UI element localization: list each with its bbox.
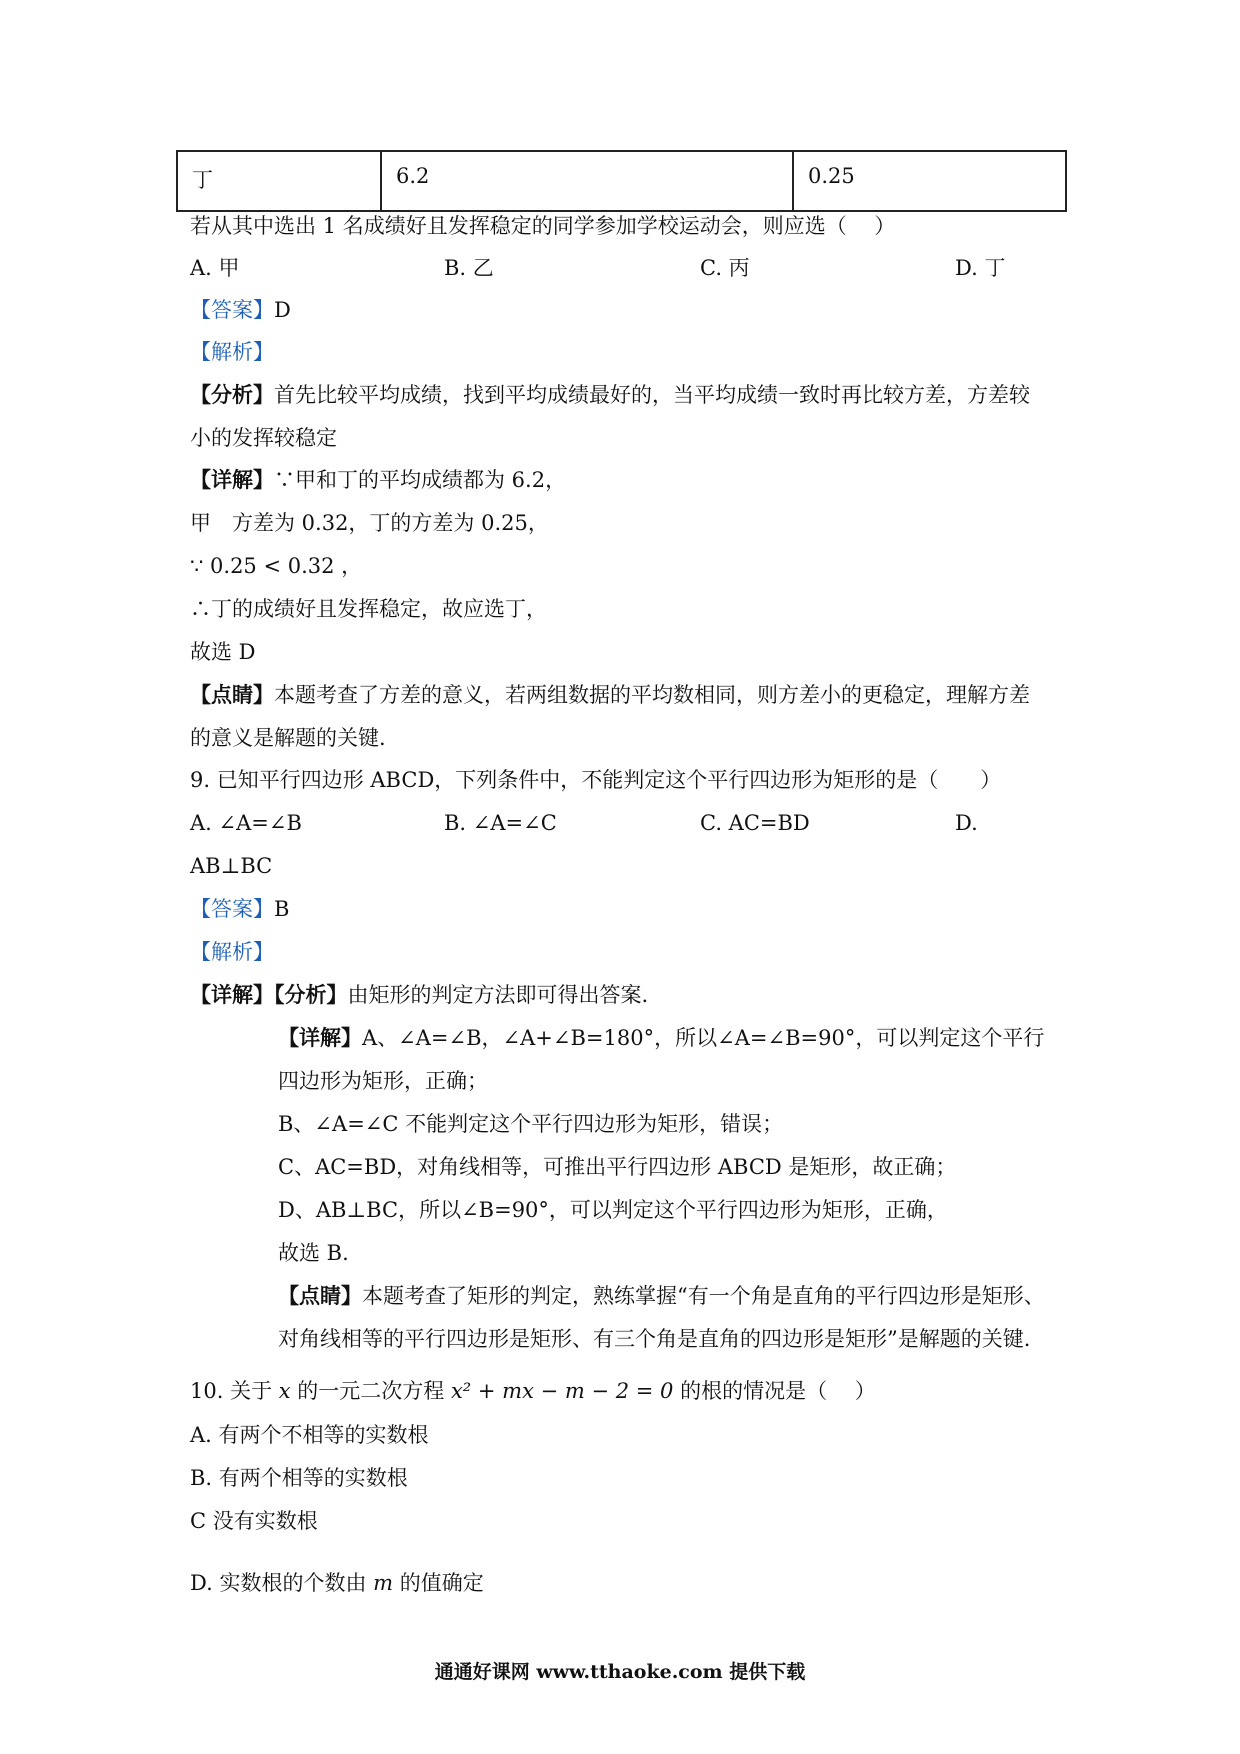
fenxi-tag: 【分析】 bbox=[190, 382, 274, 407]
q8-option-d: D. 丁 bbox=[955, 256, 1006, 280]
q9-option-d-cont: AB⊥BC bbox=[190, 854, 273, 878]
q9-answer-line bbox=[190, 895, 289, 923]
q9-option-d: D. bbox=[955, 811, 978, 835]
q9-inner-line-5: D、AB⊥BC，所以∠B=90°，可以判定这个平行四边形为矩形，正确， bbox=[278, 1198, 948, 1222]
q8-xiangjie-line-1 bbox=[190, 466, 566, 494]
fenxi-text: 首先比较平均成绩，找到平均成绩最好的，当平均成绩一致时再比较方差，方差较 bbox=[274, 383, 1030, 407]
q10-stem-c: 的根的情况是（ ） bbox=[673, 1379, 876, 1403]
q10-stem bbox=[190, 1377, 876, 1405]
q8-stem: 若从其中选出 1 名成绩好且发挥稳定的同学参加学校运动会，则应选（ ） bbox=[190, 214, 896, 238]
q10-stem-a: 10. 关于 bbox=[190, 1379, 279, 1403]
xiangjie-fenxi-tag: 【详解】【分析】 bbox=[190, 982, 348, 1007]
q9-inner-line-7 bbox=[278, 1282, 1045, 1310]
q10-option-d bbox=[190, 1569, 484, 1597]
table-cell: 丁 bbox=[177, 151, 381, 211]
table-cell: 0.25 bbox=[793, 151, 1066, 211]
q8-fenxi-line-2: 小的发挥较稳定 bbox=[190, 426, 337, 450]
q9-inner-line-3: B、∠A=∠C 不能判定这个平行四边形为矩形，错误； bbox=[278, 1112, 784, 1136]
answer-tag: 【答案】 bbox=[190, 897, 274, 921]
q10-var-m: m bbox=[373, 1571, 394, 1595]
q10-stem-b: 的一元二次方程 bbox=[290, 1379, 451, 1403]
q8-line-2: 甲 方差为 0.32，丁的方差为 0.25， bbox=[190, 511, 549, 535]
q8-dianjing-line-2: 的意义是解题的关键. bbox=[190, 726, 386, 750]
inner-dianjing-text: 本题考查了矩形的判定，熟练掌握“有一个角是直角的平行四边形是矩形、 bbox=[362, 1284, 1045, 1308]
q8-option-a: A. 甲 bbox=[190, 256, 240, 280]
q9-inner-line-2: 四边形为矩形，正确； bbox=[278, 1069, 488, 1093]
q8-line-3: ∵ 0.25 < 0.32 ， bbox=[190, 554, 363, 578]
q8-option-c: C. 丙 bbox=[700, 256, 750, 280]
inner-dianjing-tag: 【点睛】 bbox=[278, 1283, 362, 1308]
q8-line-5: 故选 D bbox=[190, 640, 256, 664]
xiangjie-fenxi-text: 由矩形的判定方法即可得出答案. bbox=[347, 983, 649, 1007]
xiangjie-tag: 【详解】 bbox=[190, 467, 274, 492]
answer-tag: 【答案】 bbox=[190, 298, 274, 322]
q10-var-x: x bbox=[278, 1379, 291, 1403]
q9-inner-line-8: 对角线相等的平行四边形是矩形、有三个角是直角的四边形是矩形”是解题的关键. bbox=[278, 1327, 1031, 1351]
q8-analysis-tag: 【解析】 bbox=[190, 340, 274, 364]
q10-option-c: C 没有实数根 bbox=[190, 1509, 318, 1533]
q8-answer-line bbox=[190, 296, 291, 324]
q10-option-b: B. 有两个相等的实数根 bbox=[190, 1466, 408, 1490]
q8-line-4: ∴丁的成绩好且发挥稳定，故应选丁， bbox=[190, 597, 547, 621]
answer-value: D bbox=[274, 298, 291, 322]
q10-equation: x² + mx − m − 2 = 0 bbox=[450, 1379, 674, 1403]
q8-option-b: B. 乙 bbox=[444, 256, 494, 280]
q9-inner-line-4: C、AC=BD，对角线相等，可推出平行四边形 ABCD 是矩形，故正确； bbox=[278, 1155, 957, 1179]
q9-analysis-tag: 【解析】 bbox=[190, 940, 274, 964]
answer-value: B bbox=[274, 897, 290, 921]
page-footer: 通通好课网 www.tthaoke.com 提供下载 bbox=[434, 1661, 806, 1683]
q8-fenxi-line-1 bbox=[190, 381, 1030, 409]
q9-stem: 9. 已知平行四边形 ABCD，下列条件中，不能判定这个平行四边形为矩形的是（ ） bbox=[190, 768, 1002, 792]
dianjing-tag: 【点睛】 bbox=[190, 682, 274, 707]
inner-xiangjie-tag: 【详解】 bbox=[278, 1025, 362, 1050]
q10-option-d-b: 的值确定 bbox=[393, 1571, 484, 1595]
inner-text: A、∠A=∠B，∠A+∠B=180°，所以∠A=∠B=90°，可以判定这个平行 bbox=[362, 1026, 1045, 1050]
xiangjie-text: ∵甲和丁的平均成绩都为 6.2， bbox=[274, 468, 567, 492]
q8-dianjing-line-1 bbox=[190, 681, 1030, 709]
q9-option-b: B. ∠A=∠C bbox=[444, 811, 557, 835]
table-row bbox=[177, 151, 1066, 211]
table-cell: 6.2 bbox=[381, 151, 793, 211]
q9-inner-line-6: 故选 B. bbox=[278, 1241, 349, 1265]
q9-inner-line-1 bbox=[278, 1024, 1044, 1052]
q9-option-a: A. ∠A=∠B bbox=[190, 811, 302, 835]
dianjing-text: 本题考查了方差的意义，若两组数据的平均数相同，则方差小的更稳定，理解方差 bbox=[274, 683, 1030, 707]
q9-option-c: C. AC=BD bbox=[700, 811, 810, 835]
data-table bbox=[176, 150, 1067, 212]
q10-option-d-a: D. 实数根的个数由 bbox=[190, 1571, 374, 1595]
q10-option-a: A. 有两个不相等的实数根 bbox=[190, 1423, 429, 1447]
q9-fenxi-line bbox=[190, 981, 648, 1009]
